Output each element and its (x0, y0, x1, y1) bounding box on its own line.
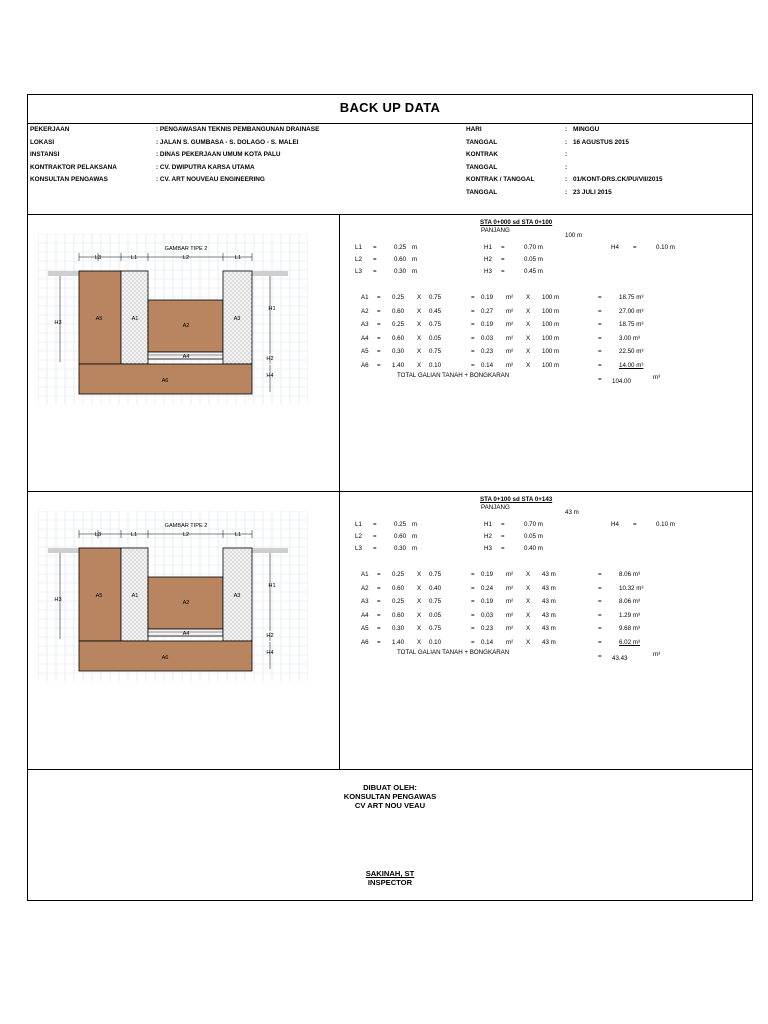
divider (339, 214, 340, 491)
dim-label-h4: H4 (266, 373, 274, 379)
calc-cell: X (417, 348, 422, 355)
calc-cell: 8.06 m³ (619, 571, 640, 578)
dim-key: L2 (355, 256, 362, 263)
area-label-a5: A5 (95, 316, 103, 322)
calc-cell: 0.03 (481, 334, 494, 342)
calc-cell: A3 (361, 321, 369, 328)
dim-value: 0.60 (394, 256, 407, 263)
dim-label-l1: L1 (234, 255, 242, 261)
total-unit: m³ (653, 651, 661, 658)
dim-key: L2 (355, 533, 362, 540)
calc-cell: = (471, 611, 475, 619)
calc-cell: X (417, 361, 422, 369)
calc-cell: 0.40 (429, 584, 442, 592)
info-label: LOKASI (30, 138, 55, 146)
calc-cell: 0.23 (481, 348, 494, 355)
calc-cell: 100 m (542, 361, 560, 369)
calc-cell: 0.24 (481, 584, 494, 592)
area-label-a4: A4 (182, 631, 190, 637)
calc-cell: = (598, 571, 602, 578)
calc-cell: 43 m (542, 625, 556, 632)
calc-cell: 0.75 (429, 598, 442, 605)
dim-label-l1: L1 (130, 255, 138, 261)
calc-cell: 43 m (542, 638, 556, 646)
total-value: 104.00 (612, 378, 631, 385)
signer-position: INSPECTOR (367, 878, 413, 887)
calc-cell: m² (506, 571, 514, 578)
total-value: 43.43 (612, 655, 628, 662)
calc-cell: X (417, 611, 422, 619)
panjang-value: 100 m (565, 232, 583, 239)
calc-cell: = (377, 334, 381, 342)
calc-cell: 43 m (542, 571, 556, 578)
calc-cell: X (526, 307, 531, 315)
dim-value: 0.70 m (524, 521, 543, 528)
calc-cell: X (417, 598, 422, 605)
calc-cell: 27.00 m³ (619, 307, 644, 315)
dim-value: 0.05 m (524, 256, 543, 263)
dim-eq: = (501, 521, 505, 528)
info-label: TANGGAL (466, 138, 498, 146)
dim-key: L1 (355, 521, 362, 528)
calc-cell: A4 (361, 611, 369, 619)
backup-data-sheet (27, 94, 753, 901)
dim-value: 0.45 m (524, 268, 543, 275)
calc-cell: 0.27 (481, 307, 494, 315)
dim-label-l3: L3 (94, 255, 102, 261)
dim-label-h1: H1 (268, 306, 276, 312)
dim-unit: m (412, 244, 418, 251)
dim-label-h3: H3 (54, 597, 62, 603)
calc-cell: X (417, 638, 422, 646)
info-value: : DINAS PEKERJAAN UMUM KOTA PALU (156, 151, 281, 158)
info-value: : CV. ART NOUVEAU ENGINEERING (156, 176, 265, 183)
calc-cell: X (526, 294, 531, 301)
dim-key: H4 (611, 521, 619, 528)
dim-eq: = (373, 256, 377, 263)
calc-cell: 9.68 m³ (619, 625, 640, 632)
panjang-value: 43 m (565, 509, 579, 516)
calc-cell: = (377, 348, 381, 355)
calc-cell: 0.30 (392, 625, 405, 632)
calc-cell: 0.75 (429, 625, 442, 632)
dim-label-h2: H2 (266, 633, 274, 639)
dim-eq: = (501, 244, 505, 251)
dim-value: 0.60 (394, 533, 407, 540)
calc-cell: X (417, 625, 422, 632)
sta-heading: STA 0+100 sd STA 0+143 (480, 496, 553, 503)
calc-cell: = (598, 584, 602, 592)
role-label: KONSULTAN PENGAWAS (343, 792, 437, 801)
dim-value: 0.30 (394, 268, 407, 275)
channel-cross-section-diagram (38, 511, 308, 681)
calc-cell: A6 (361, 361, 369, 369)
dim-eq: = (501, 268, 505, 275)
dim-eq: = (501, 256, 505, 263)
diagram-caption: GAMBAR TIPE 2 (164, 246, 208, 252)
calc-cell: = (471, 598, 475, 605)
dim-key: H3 (484, 268, 492, 275)
dim-unit: m (412, 268, 418, 275)
info-value: : PENGAWASAN TEKNIS PEMBANGUNAN DRAINASE (156, 126, 320, 133)
total-eq: = (598, 376, 602, 383)
dim-eq: = (373, 521, 377, 528)
calc-cell: 10.32 m³ (619, 584, 644, 592)
calc-cell: 6.02 m³ (619, 638, 640, 646)
dim-key: H3 (484, 545, 492, 552)
calc-cell: 0.14 (481, 361, 494, 369)
calc-cell: 0.75 (429, 571, 442, 578)
calc-cell: 0.60 (392, 334, 405, 342)
calc-cell: X (526, 611, 531, 619)
calc-cell: 0.25 (392, 571, 405, 578)
dim-value: 0.25 (394, 521, 407, 528)
calc-cell: 22.50 m³ (619, 348, 644, 355)
calc-cell: 0.25 (392, 294, 405, 301)
dim-eq: = (373, 244, 377, 251)
calc-cell: = (598, 598, 602, 605)
calc-cell: 43 m (542, 598, 556, 605)
calc-cell: m² (506, 361, 514, 369)
dim-key: L3 (355, 268, 362, 275)
calc-cell: = (377, 361, 381, 369)
total-unit: m³ (653, 374, 661, 381)
calc-cell: = (377, 625, 381, 632)
area-label-a5: A5 (95, 593, 103, 599)
info-label: TANGGAL (466, 188, 498, 196)
calc-cell: 43 m (542, 611, 556, 619)
info-colon: : (565, 188, 568, 196)
dim-label-h4: H4 (266, 650, 274, 656)
dim-label-l2: L2 (182, 255, 190, 261)
area-label-a4: A4 (182, 354, 190, 360)
total-label: TOTAL GALIAN TANAH + BONGKARAN (397, 649, 510, 656)
dim-value: 0.70 m (524, 244, 543, 251)
calc-cell: X (526, 625, 531, 632)
dim-eq: = (373, 533, 377, 540)
calc-cell: A2 (361, 584, 369, 592)
divider (28, 214, 752, 215)
dim-value: 0.10 m (656, 244, 675, 251)
divider (339, 491, 340, 769)
calc-cell: 0.30 (392, 348, 405, 355)
calc-cell: = (598, 321, 602, 328)
calc-cell: A5 (361, 625, 369, 632)
dim-eq: = (373, 268, 377, 275)
dim-value: 0.10 m (656, 521, 675, 528)
calc-cell: 0.25 (392, 321, 405, 328)
calc-cell: 0.60 (392, 611, 405, 619)
calc-cell: X (417, 307, 422, 315)
area-label-a6: A6 (161, 655, 169, 661)
calc-cell: 0.75 (429, 321, 442, 328)
info-label: KONTRAK / TANGGAL (466, 176, 535, 183)
calc-cell: = (471, 307, 475, 315)
calc-cell: 0.19 (481, 294, 494, 301)
calc-cell: A1 (361, 571, 369, 578)
calc-cell: = (377, 294, 381, 301)
dim-unit: m (412, 256, 418, 263)
calc-cell: m² (506, 334, 514, 342)
dim-key: H1 (484, 244, 492, 251)
info-label: KONTRAK (466, 151, 498, 158)
dim-eq: = (633, 244, 637, 251)
calc-cell: = (377, 611, 381, 619)
divider (28, 491, 752, 492)
calc-cell: X (526, 638, 531, 646)
info-value: : JALAN S. GUMBASA - S. DOLAGO - S. MALEI (156, 138, 299, 146)
calc-cell: 0.60 (392, 584, 405, 592)
dim-key: H4 (611, 244, 619, 251)
calc-cell: 100 m (542, 294, 560, 301)
calc-cell: X (417, 334, 422, 342)
info-colon: : (565, 138, 568, 146)
info-value: 16 AGUSTUS 2015 (573, 138, 629, 146)
calc-cell: 0.10 (429, 638, 442, 646)
sta-heading: STA 0+000 sd STA 0+100 (480, 219, 553, 226)
calc-cell: = (598, 348, 602, 355)
calc-cell: X (526, 321, 531, 328)
area-label-a6: A6 (161, 378, 169, 384)
calc-cell: = (471, 625, 475, 632)
calc-cell: m² (506, 294, 514, 301)
calc-cell: 0.75 (429, 348, 442, 355)
calc-cell: = (471, 348, 475, 355)
dim-key: H2 (484, 256, 492, 263)
calc-cell: = (471, 294, 475, 301)
calc-cell: = (377, 321, 381, 328)
dim-value: 0.30 (394, 545, 407, 552)
calc-cell: A1 (361, 294, 369, 301)
calc-cell: = (471, 321, 475, 328)
calc-cell: 100 m (542, 348, 560, 355)
calc-cell: 0.19 (481, 571, 494, 578)
calc-cell: = (598, 625, 602, 632)
calc-cell: 43 m (542, 584, 556, 592)
total-eq: = (598, 653, 602, 660)
calc-cell: m² (506, 584, 514, 592)
dim-unit: m (412, 521, 418, 528)
info-value: 23 JULI 2015 (573, 188, 612, 196)
calc-cell: = (598, 638, 602, 646)
made-by-label: DIBUAT OLEH: (363, 783, 417, 792)
calc-cell: X (526, 571, 531, 578)
calc-cell: = (471, 638, 475, 646)
calc-cell: A2 (361, 307, 369, 315)
diagram-caption: GAMBAR TIPE 2 (164, 523, 208, 529)
dim-unit: m (412, 533, 418, 540)
calc-cell: X (417, 321, 422, 328)
calc-cell: m² (506, 598, 514, 605)
dim-label-h2: H2 (266, 356, 274, 362)
calc-cell: X (417, 571, 422, 578)
dim-value: 0.25 (394, 244, 407, 251)
dim-key: L1 (355, 244, 362, 251)
panjang-label: PANJANG (481, 504, 510, 511)
calc-cell: = (471, 334, 475, 342)
calc-cell: m² (506, 348, 514, 355)
dim-label-h1: H1 (268, 583, 276, 589)
info-label: KONSULTAN PENGAWAS (30, 176, 108, 183)
calc-cell: X (526, 598, 531, 605)
calc-cell: = (377, 598, 381, 605)
calc-cell: 100 m (542, 321, 560, 328)
channel-cross-section-diagram (38, 234, 308, 404)
info-value: MINGGU (573, 126, 600, 133)
calc-cell: 0.25 (392, 598, 405, 605)
calc-cell: = (598, 361, 602, 369)
info-colon: : (565, 176, 568, 183)
calc-cell: = (471, 584, 475, 592)
area-label-a3: A3 (233, 593, 241, 599)
calc-cell: X (526, 334, 531, 342)
dim-label-l3: L3 (94, 532, 102, 538)
signer-name: SAKINAH, ST (365, 869, 415, 878)
info-colon: : (565, 163, 568, 171)
calc-cell: = (598, 611, 602, 619)
calc-cell: 0.75 (429, 294, 442, 301)
dim-eq: = (373, 545, 377, 552)
calc-cell: A3 (361, 598, 369, 605)
calc-cell: = (598, 294, 602, 301)
info-colon: : (565, 151, 568, 158)
calc-cell: 18.75 m³ (619, 321, 644, 328)
calc-cell: 0.05 (429, 611, 442, 619)
info-colon: : (565, 126, 568, 133)
calc-cell: m² (506, 625, 514, 632)
company-label: CV ART NOU VEAU (354, 801, 426, 810)
calc-cell: 100 m (542, 334, 560, 342)
dim-label-h3: H3 (54, 320, 62, 326)
calc-cell: 14.00 m³ (619, 361, 644, 369)
dim-key: H2 (484, 533, 492, 540)
panjang-label: PANJANG (481, 227, 510, 234)
calc-cell: 1.40 (392, 361, 405, 369)
area-label-a3: A3 (233, 316, 241, 322)
calc-cell: 0.14 (481, 638, 494, 646)
calc-cell: 0.60 (392, 307, 405, 315)
info-value: : CV. DWIPUTRA KARSA UTAMA (156, 163, 255, 171)
info-value: 01/KONT-DRS.CK/PU/VII/2015 (573, 176, 663, 183)
calc-cell: 0.45 (429, 307, 442, 315)
calc-cell: 0.05 (429, 334, 442, 342)
calc-cell: 1.40 (392, 638, 405, 646)
dim-unit: m (412, 545, 418, 552)
area-label-a1: A1 (131, 316, 139, 322)
dim-label-l2: L2 (182, 532, 190, 538)
calc-cell: X (526, 584, 531, 592)
dim-value: 0.40 m (524, 545, 543, 552)
calc-cell: 0.19 (481, 321, 494, 328)
area-label-a2: A2 (182, 323, 190, 329)
calc-cell: X (417, 294, 422, 301)
calc-cell: 0.19 (481, 598, 494, 605)
info-label: INSTANSI (30, 151, 60, 158)
info-label: HARI (466, 126, 482, 133)
calc-cell: = (377, 571, 381, 578)
info-label: PEKERJAAN (30, 126, 70, 133)
dim-value: 0.05 m (524, 533, 543, 540)
dim-eq: = (501, 545, 505, 552)
info-label: KONTRAKTOR PELAKSANA (30, 163, 117, 171)
divider (28, 123, 752, 124)
total-label: TOTAL GALIAN TANAH + BONGKARAN (397, 372, 510, 379)
calc-cell: = (598, 307, 602, 315)
calc-cell: m² (506, 611, 514, 619)
dim-eq: = (501, 533, 505, 540)
calc-cell: A6 (361, 638, 369, 646)
dim-key: H1 (484, 521, 492, 528)
calc-cell: 0.03 (481, 611, 494, 619)
calc-cell: = (471, 361, 475, 369)
calc-cell: 0.23 (481, 625, 494, 632)
calc-cell: X (526, 361, 531, 369)
calc-cell: 100 m (542, 307, 560, 315)
page-title: BACK UP DATA (339, 100, 441, 115)
calc-cell: = (598, 334, 602, 342)
area-label-a2: A2 (182, 600, 190, 606)
dim-key: L3 (355, 545, 362, 552)
dim-eq: = (633, 521, 637, 528)
calc-cell: = (377, 584, 381, 592)
info-label: TANGGAL (466, 163, 498, 171)
calc-cell: X (526, 348, 531, 355)
calc-cell: 0.10 (429, 361, 442, 369)
calc-cell: A4 (361, 334, 369, 342)
calc-cell: X (417, 584, 422, 592)
calc-cell: 18.75 m³ (619, 294, 644, 301)
calc-cell: A5 (361, 348, 369, 355)
dim-label-l1: L1 (130, 532, 138, 538)
calc-cell: 8.06 m³ (619, 598, 640, 605)
calc-cell: m² (506, 638, 514, 646)
calc-cell: 1.29 m³ (619, 611, 640, 619)
calc-cell: = (377, 307, 381, 315)
area-label-a1: A1 (131, 593, 139, 599)
calc-cell: = (377, 638, 381, 646)
calc-cell: m² (506, 307, 514, 315)
calc-cell: 3.00 m³ (619, 334, 640, 342)
divider (28, 769, 752, 770)
calc-cell: m² (506, 321, 514, 328)
dim-label-l1: L1 (234, 532, 242, 538)
calc-cell: = (471, 571, 475, 578)
